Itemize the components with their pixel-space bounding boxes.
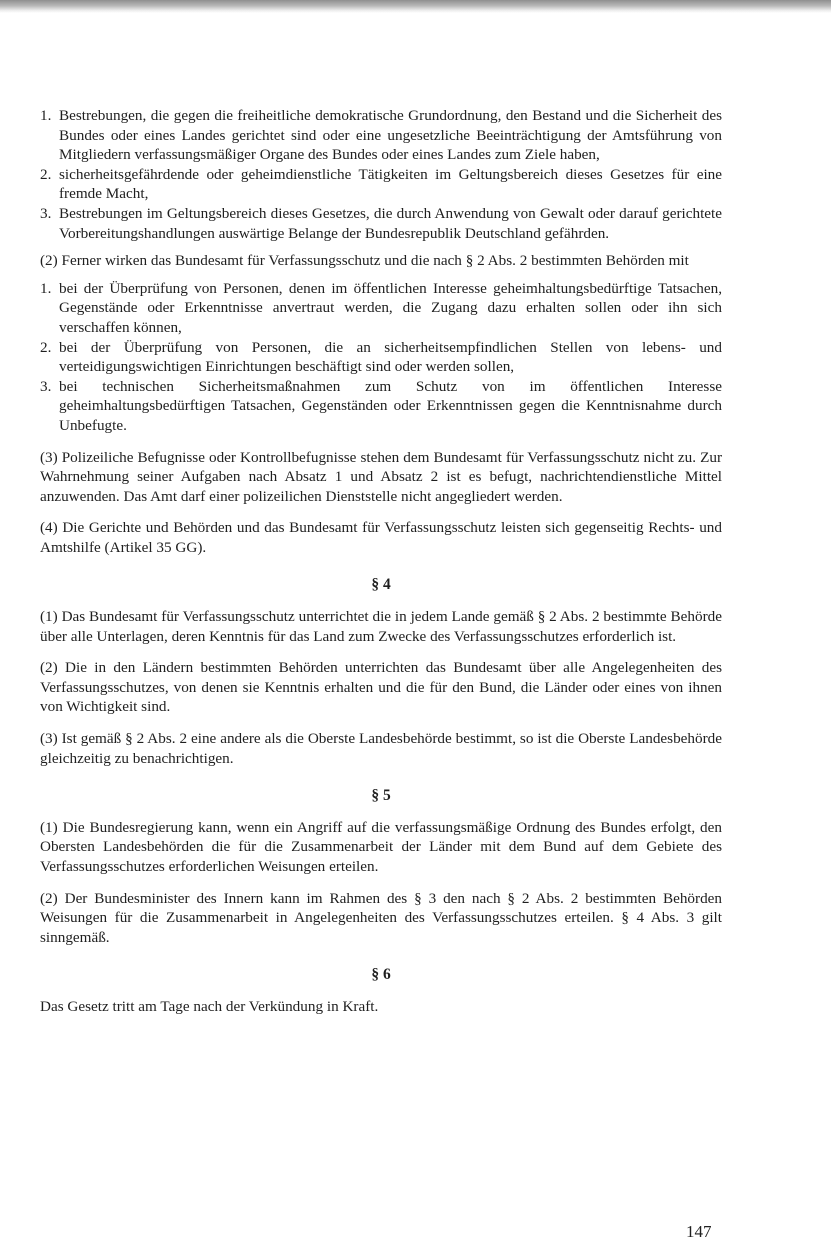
list-item — [40, 377, 722, 436]
list-item-text: Bestrebungen im Geltungsbereich dieses Gesetzes, die durch Anwendung von Gewalt oder darauf gerichtete Vorbereitungshandlungen auswärtige Belange der Bundesrepublik Deutschland gefährden. — [59, 204, 722, 242]
list-item — [40, 279, 722, 338]
list-item — [40, 106, 722, 165]
section-5-heading: § 5 — [371, 787, 391, 805]
list-item — [40, 338, 722, 377]
list-item-number: 3. — [40, 204, 52, 222]
section-3-abs4: (4) Die Gerichte und Behörden und das Bundesamt für Verfassungsschutz leisten sich gegenseitig Rechts- und Amtshilfe (Artikel 35 GG). — [40, 519, 722, 556]
list-item-number: 3. — [40, 377, 52, 395]
section-3-abs2-list — [40, 279, 722, 436]
list-item-text: bei technischen Sicherheitsmaßnahmen zum Schutz von im öffentlichen Interesse geheimhaltungsbedürftigen Tatsachen, Gegenständen oder Erkenntnissen gegen die Kenntnisnahme durch Unbefugte. — [59, 377, 722, 434]
section-3-abs1-list — [40, 106, 722, 243]
list-item-text: Bestrebungen, die gegen die freiheitliche demokratische Grundordnung, den Bestand und die Sicherheit des Bundes oder eines Landes gerichtet sind oder eine ungesetzliche Beeinträchtigung der Amtsführung von Mitgliedern verfassungsmäßiger Organe des Bundes oder eines Landes zum Ziele haben, — [59, 107, 722, 164]
section-5-abs1: (1) Die Bundesregierung kann, wenn ein Angriff auf die verfassungsmäßige Ordnung des Bundes erfolgt, den Obersten Landesbehörden die für die Zusammenarbeit der Länder mit dem Bund auf dem Gebiete des Verfassungsschutzes erforderlichen Weisungen erteilen. — [40, 818, 722, 875]
list-item-text: sicherheitsgefährdende oder geheimdienstliche Tätigkeiten im Geltungsbereich dieses Gesetzes für eine fremde Macht, — [59, 165, 722, 203]
list-item — [40, 165, 722, 204]
section-3-abs2-intro: (2) Ferner wirken das Bundesamt für Verfassungsschutz und die nach § 2 Abs. 2 bestimmten Behörden mit — [40, 252, 689, 270]
section-6-heading: § 6 — [371, 966, 391, 984]
section-3-abs3: (3) Polizeiliche Befugnisse oder Kontrollbefugnisse stehen dem Bundesamt für Verfassungsschutz nicht zu. Zur Wahrnehmung seiner Aufgaben nach Absatz 1 und Absatz 2 ist es befugt, nachrichtendienstliche Mittel anzuwenden. Das Amt darf einer polizeilichen Dienststelle nicht angegliedert werden. — [40, 448, 722, 505]
list-item-number: 2. — [40, 338, 52, 356]
list-item — [40, 204, 722, 243]
section-4-abs2: (2) Die in den Ländern bestimmten Behörden unterrichten das Bundesamt über alle Angelegenheiten des Verfassungsschutzes, von denen sie Kenntnis erhalten und die für den Bund, die Länder oder eines von ihnen von Wichtigkeit sind. — [40, 659, 722, 716]
section-5-abs2: (2) Der Bundesminister des Innern kann im Rahmen des § 3 den nach § 2 Abs. 2 bestimmten Behörden Weisungen für die Zusammenarbeit in Angelegenheiten des Verfassungsschutzes erteilen. § 4 Abs. 3 gilt sinngemäß. — [40, 889, 722, 946]
page-number: 147 — [686, 1222, 712, 1241]
scan-top-edge — [0, 0, 831, 13]
section-4-heading: § 4 — [371, 576, 391, 594]
list-item-text: bei der Überprüfung von Personen, denen im öffentlichen Interesse geheimhaltungsbedürftige Tatsachen, Gegenstände oder Erkenntnisse anvertraut werden, die Zugang dazu erhalten sollen oder ihn sich verschaffen können, — [59, 279, 722, 336]
list-item-number: 2. — [40, 165, 52, 183]
document-page — [40, 106, 722, 1029]
list-item-number: 1. — [40, 107, 52, 124]
list-item-text: bei der Überprüfung von Personen, die an sicherheitsempfindlichen Stellen von lebens- und verteidigungswichtigen Einrichtungen beschäftigt sind oder werden sollen, — [59, 338, 722, 376]
section-6-text: Das Gesetz tritt am Tage nach der Verkündung in Kraft. — [40, 997, 379, 1015]
list-item-number: 1. — [40, 279, 52, 297]
section-4-abs1: (1) Das Bundesamt für Verfassungsschutz unterrichtet die in jedem Lande gemäß § 2 Abs. 2 bestimmte Behörde über alle Unterlagen, deren Kenntnis für das Land zum Zwecke des Verfassungsschutzes erforderlich ist. — [40, 608, 722, 645]
section-4-abs3: (3) Ist gemäß § 2 Abs. 2 eine andere als die Oberste Landesbehörde bestimmt, so ist die Oberste Landesbehörde gleichzeitig zu benachrichtigen. — [40, 730, 722, 767]
